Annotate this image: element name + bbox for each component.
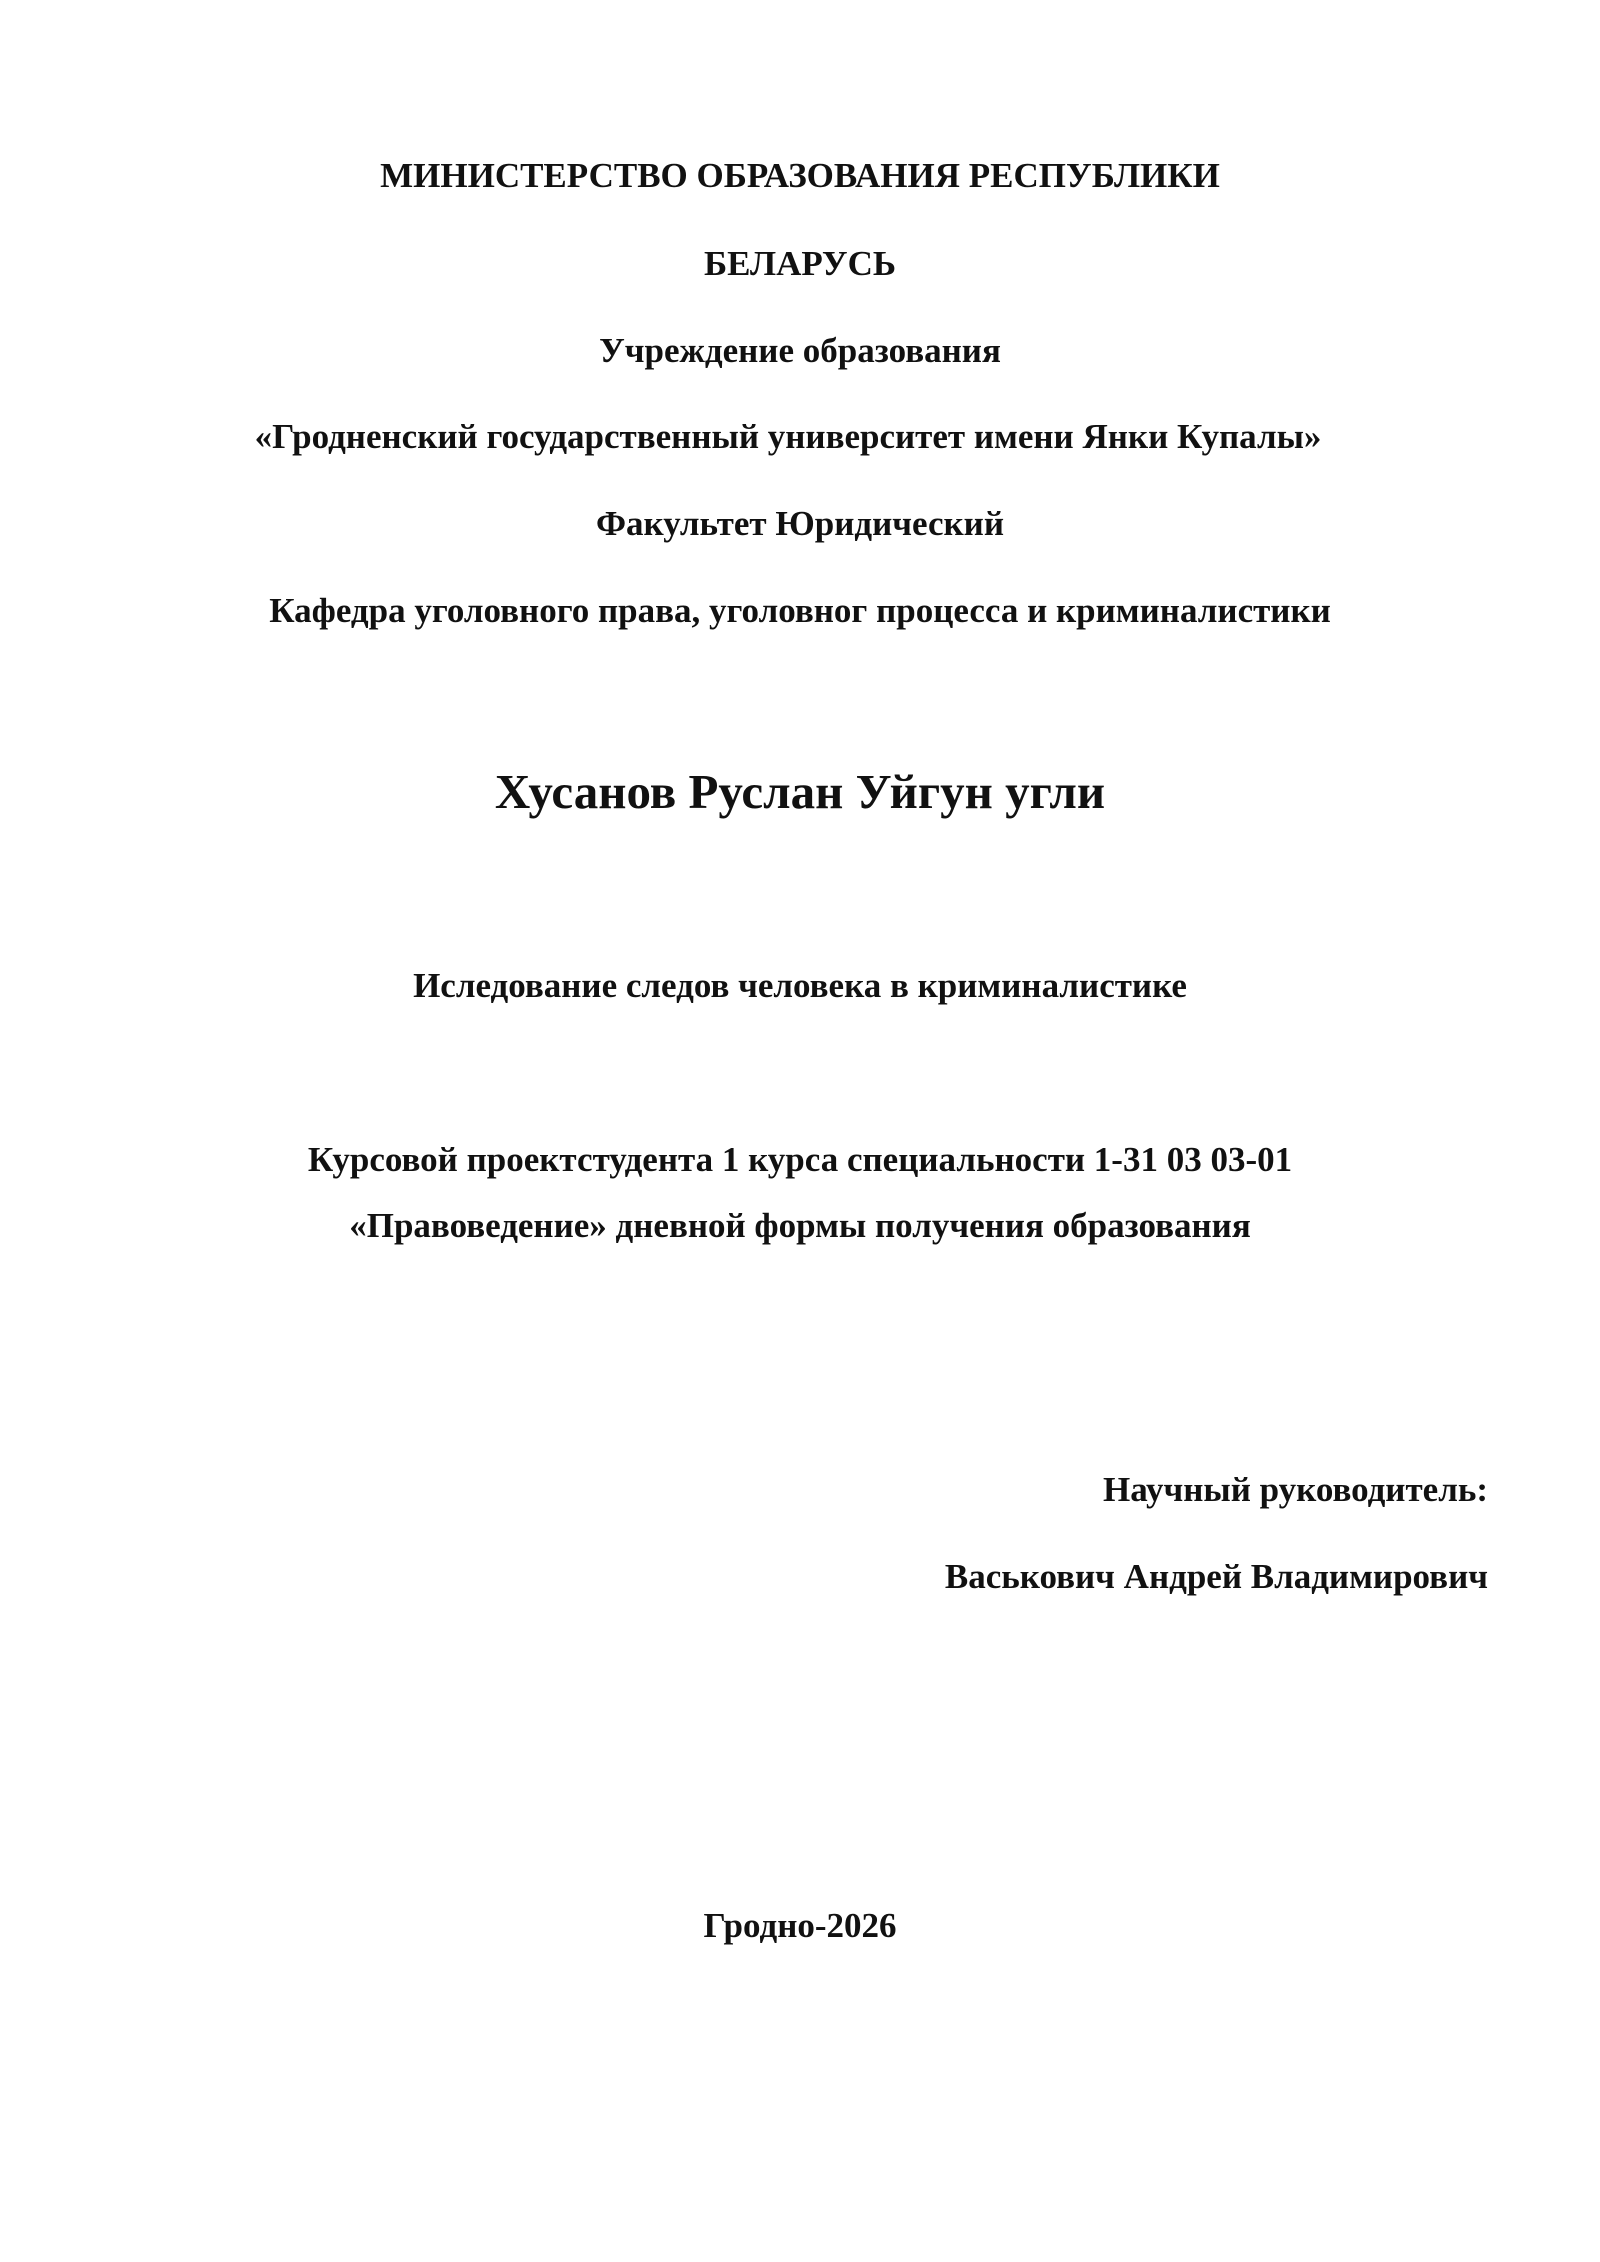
topic-title: Иследование следов человека в криминалистике — [413, 966, 1187, 1005]
university-name: «Гродненский государственный университет имени Янки Купалы» — [254, 417, 1322, 456]
department-name: Кафедра уголовного права, уголовног процесса и криминалистики — [269, 591, 1331, 630]
faculty-name: Факультет Юридический — [596, 504, 1004, 543]
author-name: Хусанов Руслан Уйгун угли — [494, 764, 1106, 819]
ministry-heading-line1: МИНИСТЕРСТВО ОБРАЗОВАНИЯ РЕСПУБЛИКИ — [380, 156, 1220, 195]
city-year: Гродно-2026 — [703, 1906, 897, 1945]
ministry-heading-line2: БЕЛАРУСЬ — [704, 244, 896, 283]
supervisor-name: Васькович Андрей Владимирович — [944, 1557, 1488, 1596]
institution-type: Учреждение образования — [599, 331, 1001, 370]
work-description-line2: «Правоведение» дневной формы получения образования — [349, 1206, 1251, 1245]
work-description-line1: Курсовой проектстудента 1 курса специальности 1-31 03 03-01 — [307, 1140, 1293, 1179]
supervisor-label: Научный руководитель: — [1103, 1470, 1488, 1509]
